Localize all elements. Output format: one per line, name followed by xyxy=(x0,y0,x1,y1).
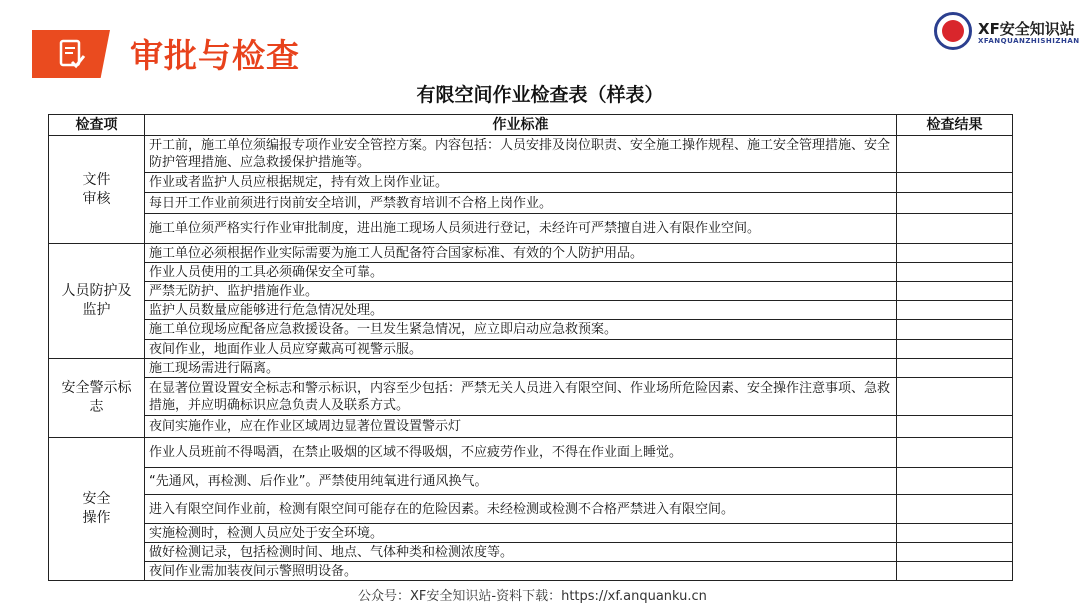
standard-cell: “先通风，再检测、后作业”。严禁使用纯氧进行通风换气。 xyxy=(145,468,897,495)
table-row xyxy=(49,263,1013,282)
result-cell[interactable] xyxy=(897,173,1013,193)
standard-cell: 夜间实施作业，应在作业区域周边显著位置设置警示灯 xyxy=(145,416,897,438)
standard-cell: 每日开工作业前须进行岗前安全培训，严禁教育培训不合格上岗作业。 xyxy=(145,193,897,214)
result-cell[interactable] xyxy=(897,193,1013,214)
standard-cell: 夜间作业，地面作业人员应穿戴高可视警示服。 xyxy=(145,340,897,359)
standard-cell: 作业人员使用的工具必须确保安全可靠。 xyxy=(145,263,897,282)
standard-cell: 实施检测时，检测人员应处于安全环境。 xyxy=(145,524,897,543)
table-row xyxy=(49,320,1013,340)
table-row xyxy=(49,562,1013,581)
footer-watermark: 公众号：XF安全知识站-资料下载：https://xf.anquanku.cn xyxy=(358,589,707,604)
table-row xyxy=(49,416,1013,438)
standard-cell: 监护人员数量应能够进行危急情况处理。 xyxy=(145,301,897,320)
category-cell: 安全 操作 xyxy=(49,438,145,581)
standard-cell: 夜间作业需加装夜间示警照明设备。 xyxy=(145,562,897,581)
result-cell[interactable] xyxy=(897,524,1013,543)
table-row xyxy=(49,244,1013,263)
category-cell: 安全警示标 志 xyxy=(49,359,145,438)
result-cell[interactable] xyxy=(897,543,1013,562)
result-cell[interactable] xyxy=(897,301,1013,320)
category-cell: 人员防护及 监护 xyxy=(49,244,145,359)
table-row xyxy=(49,301,1013,320)
result-cell[interactable] xyxy=(897,244,1013,263)
column-header-result: 检查结果 xyxy=(897,115,1013,136)
result-cell[interactable] xyxy=(897,416,1013,438)
table-row xyxy=(49,214,1013,244)
checklist-table xyxy=(48,114,1013,581)
standard-cell: 施工单位现场应配备应急救援设备。一旦发生紧急情况，应立即启动应急救预案。 xyxy=(145,320,897,340)
logo-emblem-icon xyxy=(934,12,972,50)
table-row xyxy=(49,438,1013,468)
standard-cell: 开工前，施工单位须编报专项作业安全管控方案。内容包括：人员安排及岗位职责、安全施工操作规程、施工安全管理措施、安全防护管理措施、应急救援保护措施等。 xyxy=(145,136,897,173)
result-cell[interactable] xyxy=(897,378,1013,416)
standard-cell: 施工单位必须根据作业实际需要为施工人员配备符合国家标准、有效的个人防护用品。 xyxy=(145,244,897,263)
result-cell[interactable] xyxy=(897,438,1013,468)
result-cell[interactable] xyxy=(897,214,1013,244)
result-cell[interactable] xyxy=(897,340,1013,359)
column-header-standard: 作业标准 xyxy=(145,115,897,136)
table-row xyxy=(49,378,1013,416)
table-header-row xyxy=(49,115,1013,136)
result-cell[interactable] xyxy=(897,263,1013,282)
result-cell[interactable] xyxy=(897,320,1013,340)
result-cell[interactable] xyxy=(897,359,1013,378)
table-row xyxy=(49,495,1013,524)
site-logo xyxy=(934,12,1080,52)
logo-text: XF安全知识站 xyxy=(978,20,1075,38)
result-cell[interactable] xyxy=(897,136,1013,173)
table-row xyxy=(49,173,1013,193)
document-title: 有限空间作业检查表（样表） xyxy=(416,84,664,106)
standard-cell: 作业或者监护人员应根据规定，持有效上岗作业证。 xyxy=(145,173,897,193)
result-cell[interactable] xyxy=(897,495,1013,524)
standard-cell: 严禁无防护、监护措施作业。 xyxy=(145,282,897,301)
standard-cell: 做好检测记录，包括检测时间、地点、气体种类和检测浓度等。 xyxy=(145,543,897,562)
standard-cell: 作业人员班前不得喝酒，在禁止吸烟的区域不得吸烟，不应疲劳作业，不得在作业面上睡觉。 xyxy=(145,438,897,468)
standard-cell: 施工单位须严格实行作业审批制度，进出施工现场人员须进行登记，未经许可严禁擅自进入有限作业空间。 xyxy=(145,214,897,244)
table-row xyxy=(49,282,1013,301)
category-cell: 文件 审核 xyxy=(49,136,145,244)
table-row xyxy=(49,193,1013,214)
table-row xyxy=(49,468,1013,495)
header-icon-badge xyxy=(32,30,110,78)
table-row xyxy=(49,136,1013,173)
page-title: 审批与检查 xyxy=(130,36,300,75)
column-header-item: 检查项 xyxy=(49,115,145,136)
table-row xyxy=(49,340,1013,359)
standard-cell: 进入有限空间作业前，检测有限空间可能存在的危险因素。未经检测或检测不合格严禁进入有限空间。 xyxy=(145,495,897,524)
logo-subtext: XFANQUANZHISHIZHAN xyxy=(978,37,1080,45)
table-row xyxy=(49,543,1013,562)
result-cell[interactable] xyxy=(897,468,1013,495)
standard-cell: 施工现场需进行隔离。 xyxy=(145,359,897,378)
table-row xyxy=(49,524,1013,543)
table-row xyxy=(49,359,1013,378)
standard-cell: 在显著位置设置安全标志和警示标识，内容至少包括：严禁无关人员进入有限空间、作业场所危险因素、安全操作注意事项、急救措施，并应明确标识应急负责人及联系方式。 xyxy=(145,378,897,416)
result-cell[interactable] xyxy=(897,282,1013,301)
document-check-icon xyxy=(58,38,86,70)
result-cell[interactable] xyxy=(897,562,1013,581)
